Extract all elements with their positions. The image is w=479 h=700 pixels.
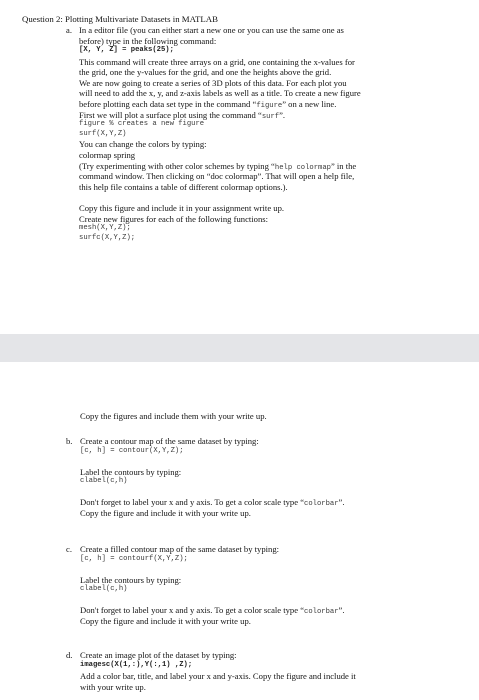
code-line: surfc(X,Y,Z); [79, 233, 136, 242]
text-line: this help file contains a table of different colormap options.). [79, 181, 288, 192]
text-line: You can change the colors by typing: [79, 139, 207, 150]
part-a-copy-note: Copy the figures and include them with your write up. [80, 411, 267, 421]
text-line: Add a color bar, title, and label your x and y-axis. Copy the figure and include it [80, 671, 356, 681]
part-c-letter: c. [66, 544, 72, 554]
part-b-letter: b. [66, 436, 73, 446]
inline-code: surf [261, 112, 280, 121]
code-line: surf(X,Y,Z) [79, 129, 127, 138]
part-a-letter: a. [66, 25, 72, 35]
page-break-band [0, 334, 479, 362]
text-segment: Don't forget to label your x and y axis. To get a color scale type “ [80, 605, 305, 616]
text-line: before) type in the following command: [79, 35, 217, 46]
text-line: Create an image plot of the dataset by typing: [80, 650, 237, 660]
part-d-letter: d. [66, 650, 73, 660]
text-line: with your write up. [80, 681, 146, 692]
code-line: mesh(X,Y,Z); [79, 224, 131, 233]
text-line: Copy the figure and include it with your write up. [80, 616, 251, 627]
text-line: Label the contours by typing: [80, 574, 182, 585]
text-line: This command will create three arrays on a grid, one containing the x-values for [79, 56, 355, 67]
text-segment: ”. [279, 109, 286, 120]
code-line: [c, h] = contour(X,Y,Z); [80, 446, 184, 455]
inline-code: figure [256, 102, 283, 110]
text-segment: ” in the [330, 160, 357, 171]
code-line: [c, h] = contourf(X,Y,Z); [80, 554, 188, 563]
text-line: Copy this figure and include it in your assignment write up. [79, 203, 285, 213]
inline-code: colorbar [304, 608, 339, 617]
text-line: In a editor file (you can either start a new one or you can use the same one as [79, 25, 344, 35]
code-line: imagesc(X(1,:),Y(:,1) ,Z); [80, 660, 193, 669]
text-line: We are now going to create a series of 3D plots of this data. For each plot you [79, 77, 347, 88]
text-line: colormap spring [79, 150, 136, 160]
text-line: Label the contours by typing: [80, 466, 182, 477]
text-segment: First we will plot a surface plot using the command “ [79, 109, 262, 120]
text-segment: ”. [338, 497, 345, 508]
text-line: the grid, one the y-values for the grid, and one the heights above the grid. [79, 67, 332, 78]
text-line: Create new figures for each of the following functions: [79, 213, 268, 224]
text-line: will need to add the x, y, and z-axis labels as well as a title. To create a new figure [79, 88, 361, 99]
text-segment: (Try experimenting with other color schemes by typing “ [79, 160, 275, 171]
text-line: command window. Then clicking on “doc colormap”. That will open a help file, [79, 171, 355, 182]
code-line: [X, Y, Z] = peaks(25); [79, 46, 174, 55]
text-segment: ”. [338, 605, 345, 616]
inline-code: help colormap [274, 163, 331, 172]
code-line: clabel(c,h) [80, 585, 128, 594]
text-segment: before plotting each data set type in the command “ [79, 99, 257, 109]
question-title: Question 2: Plotting Multivariate Datasets in MATLAB [22, 14, 218, 24]
inline-code: colorbar [304, 500, 339, 509]
text-segment: Don't forget to label your x and y axis. To get a color scale type “ [80, 497, 305, 508]
text-line: Create a contour map of the same dataset by typing: [80, 436, 259, 446]
code-line: clabel(c,h) [80, 477, 128, 486]
text-segment: ” on a new line. [282, 99, 337, 109]
code-line: figure % creates a new figure [79, 120, 205, 129]
text-line: Copy the figure and include it with your write up. [80, 508, 251, 519]
text-line: Create a filled contour map of the same dataset by typing: [80, 544, 280, 554]
